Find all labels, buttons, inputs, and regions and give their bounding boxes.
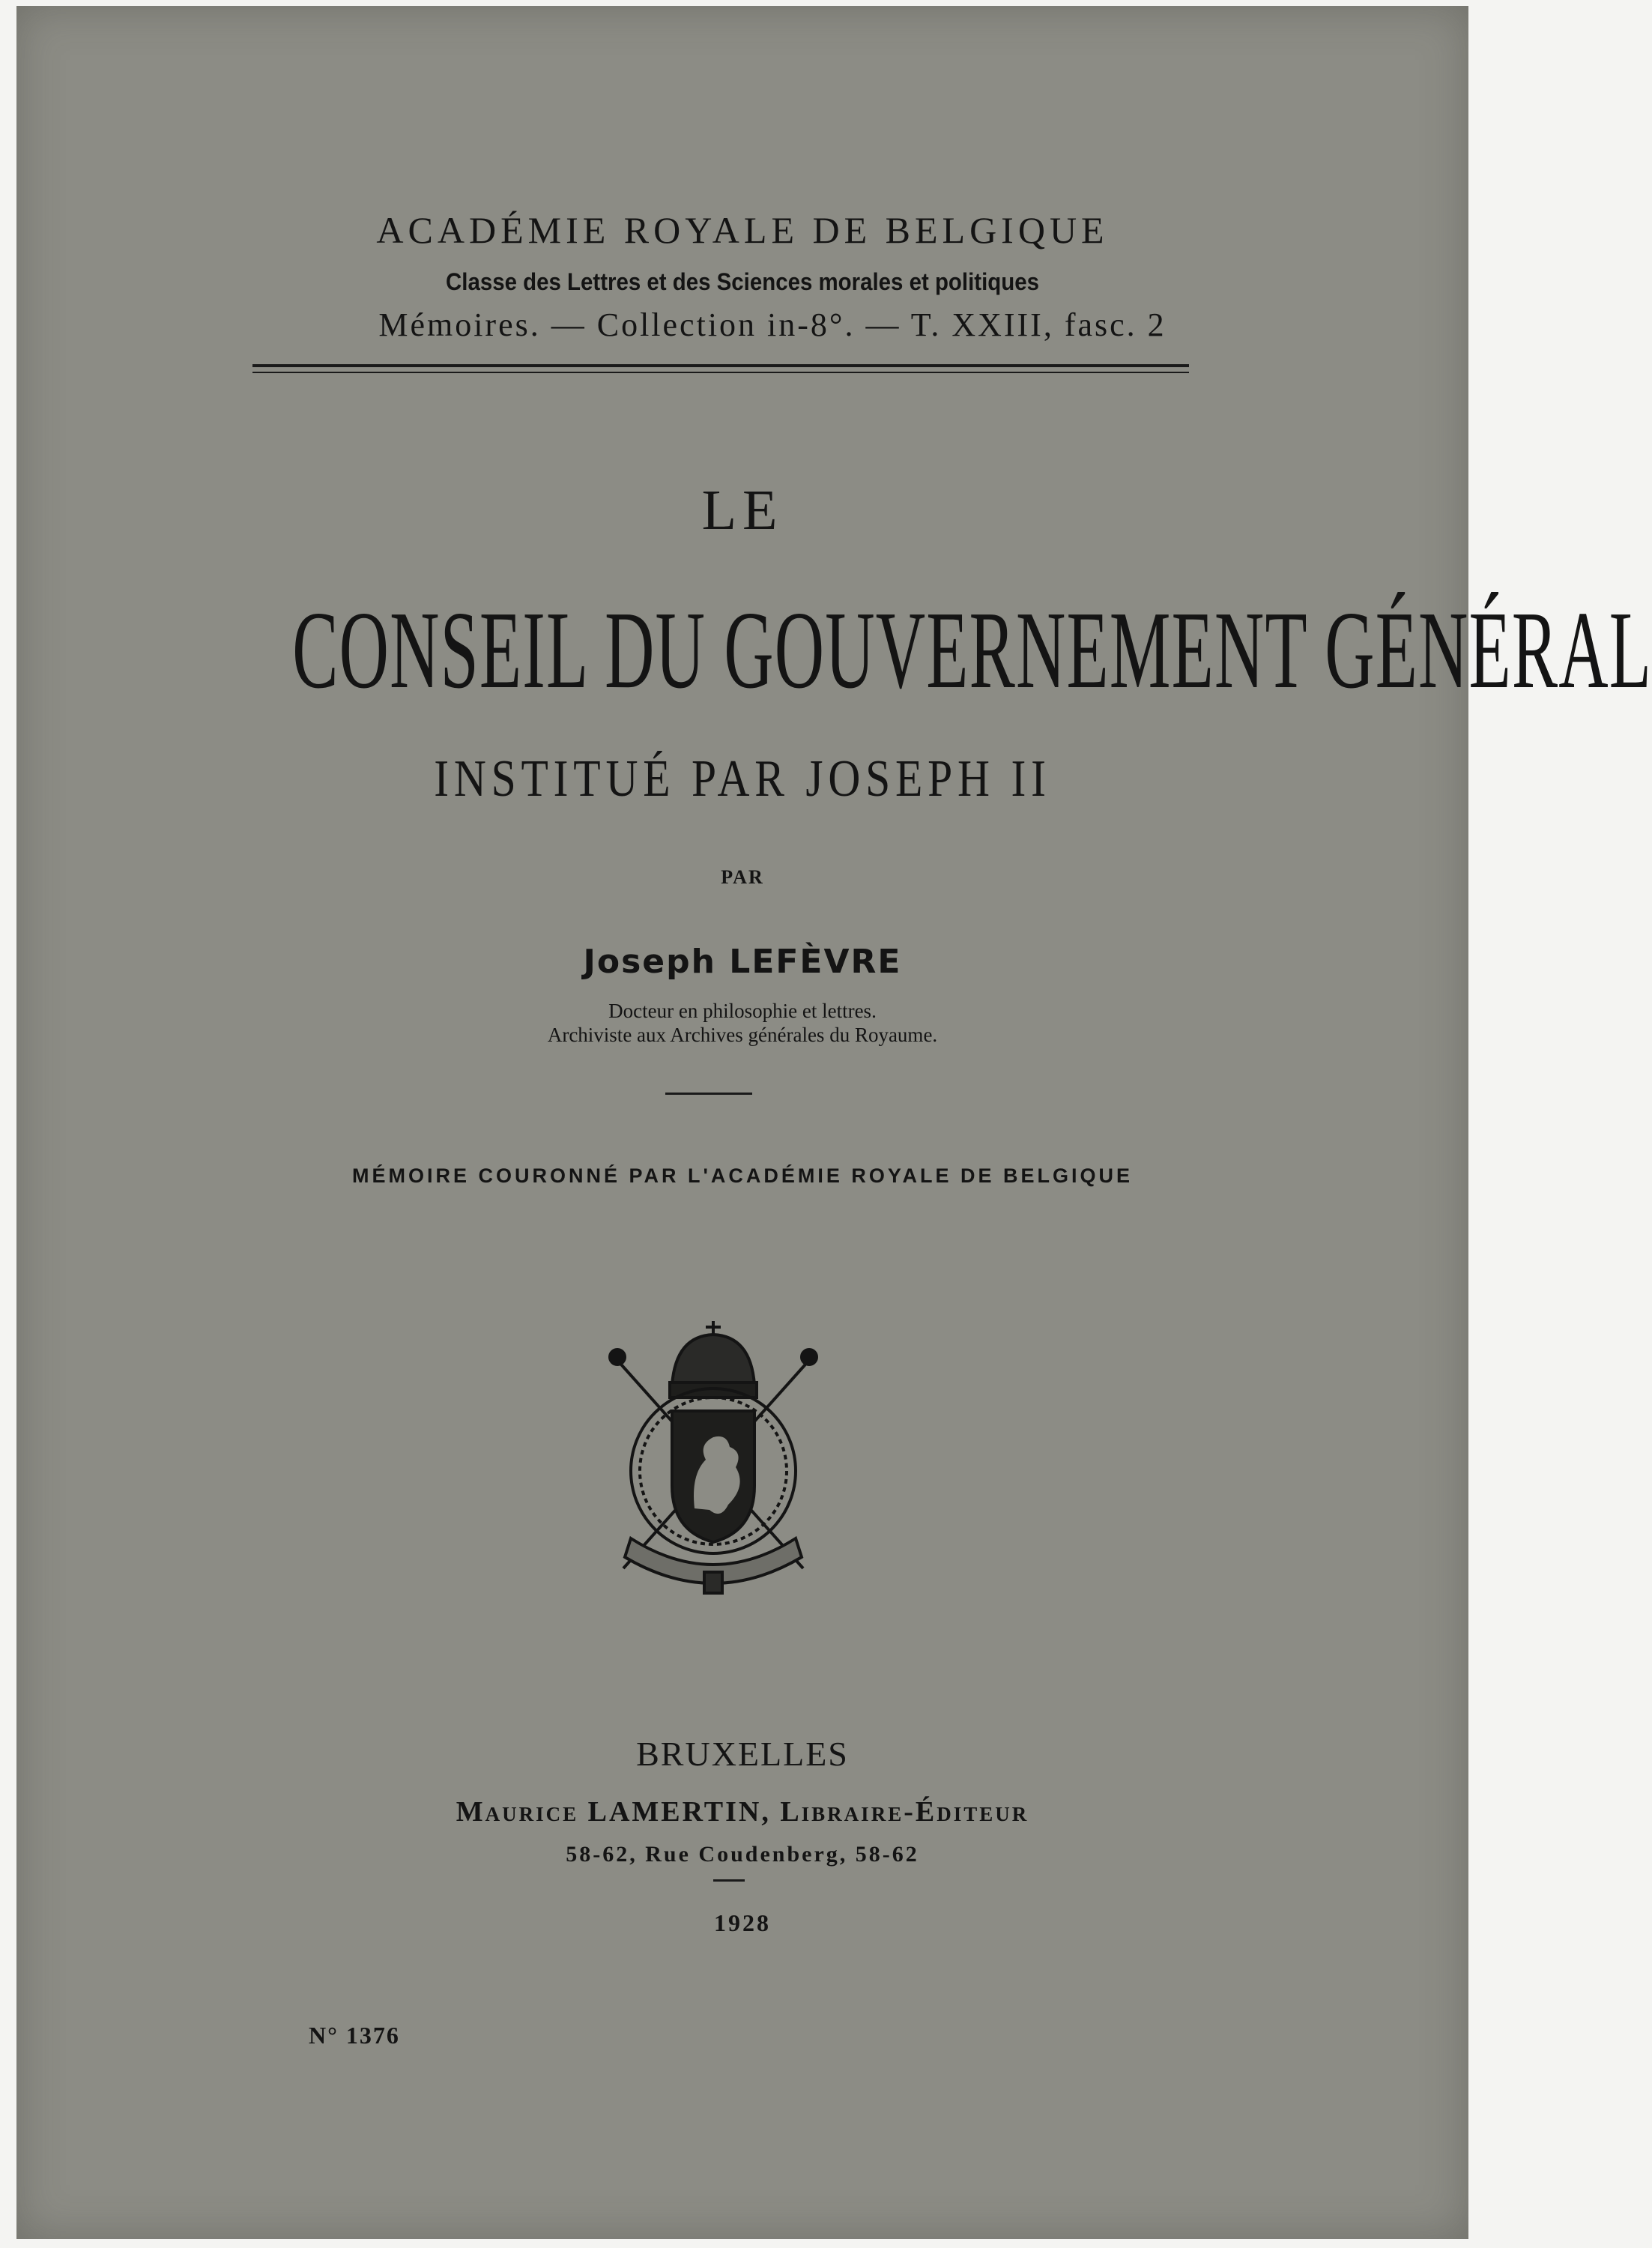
header-rule-thin <box>252 372 1189 373</box>
award-line: MÉMOIRE COURONNÉ PAR L'ACADÉMIE ROYALE DE BELGIQUE <box>352 1164 1133 1187</box>
publisher-address: 58-62, Rue Coudenberg, 58-62 <box>566 1842 919 1867</box>
belgian-coat-of-arms-icon <box>601 1314 826 1598</box>
main-title: CONSEIL DU GOUVERNEMENT GÉNÉRAL <box>292 589 1652 712</box>
publisher: Maurice LAMERTIN, Libraire-Éditeur <box>456 1796 1029 1828</box>
title-article: LE <box>701 479 784 542</box>
separator-rule <box>665 1093 752 1095</box>
collection-info: Mémoires. — Collection in-8°. — T. XXIII, fasc. 2 <box>378 306 1167 343</box>
author-name: Joseph LEFÈVRE <box>583 943 902 981</box>
class-subtitle: Classe des Lettres et des Sciences morales et politiques <box>446 268 1039 295</box>
year-dash <box>713 1879 745 1882</box>
publication-year: 1928 <box>714 1909 771 1936</box>
city: BRUXELLES <box>636 1735 849 1773</box>
by-label: PAR <box>721 866 764 888</box>
book-cover <box>16 6 1652 2239</box>
academy-name: ACADÉMIE ROYALE DE BELGIQUE <box>376 209 1109 251</box>
author-title-2: Archiviste aux Archives générales du Royaume. <box>547 1024 938 1046</box>
header-rule <box>252 364 1189 367</box>
author-title-1: Docteur en philosophie et lettres. <box>608 1000 877 1022</box>
issue-number: N° 1376 <box>309 2022 400 2049</box>
subtitle: INSTITUÉ PAR JOSEPH II <box>434 750 1051 808</box>
